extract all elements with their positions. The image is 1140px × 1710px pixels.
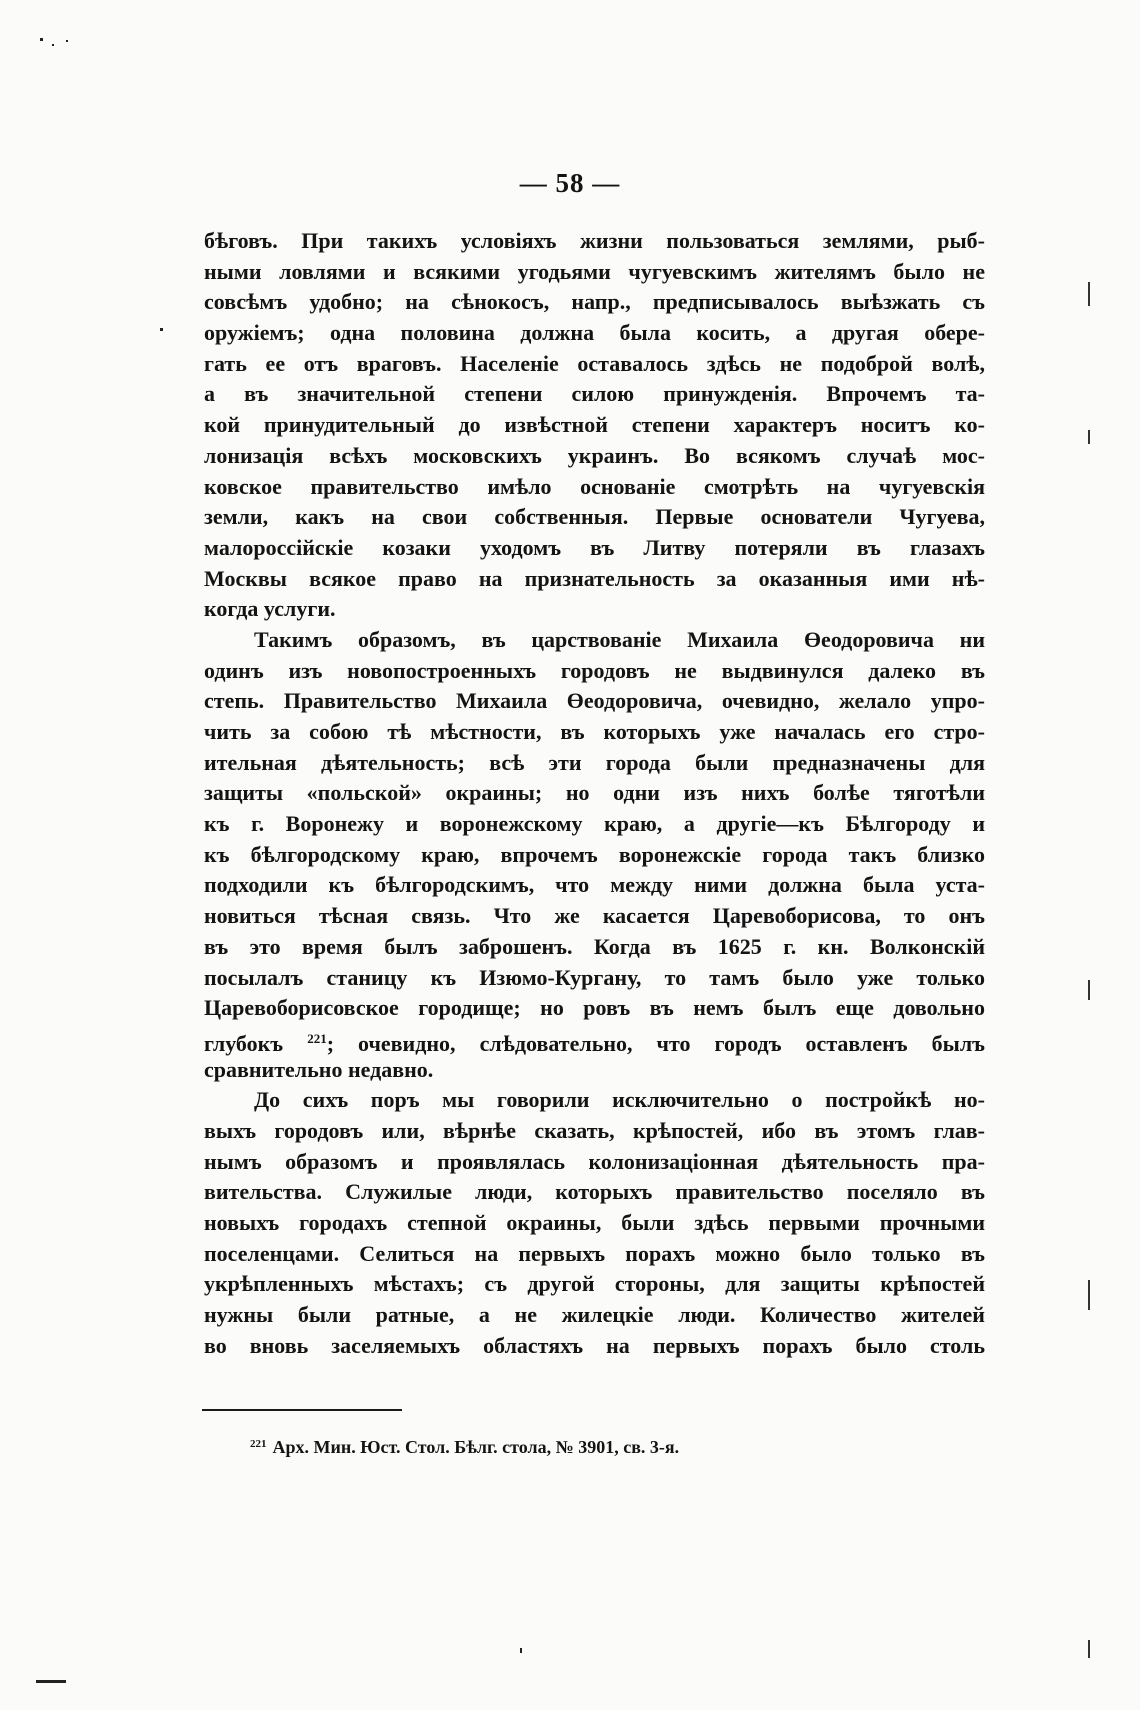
margin-mark (1088, 1640, 1090, 1658)
scan-speck (160, 328, 163, 331)
scan-speck (40, 38, 43, 41)
margin-mark (1088, 430, 1090, 444)
text-fragment: ; очевидно, слѣдовательно, что городъ оставленъ былъ (326, 1030, 985, 1056)
text-line: ными ловлями и всякими угодьями чугуевскимъ жителямъ было не (204, 258, 985, 284)
text-line: одинъ изъ новопостроенныхъ городовъ не выдвинулся далеко въ (204, 657, 985, 683)
text-line: нужны были ратные, а не жилецкіе люди. Количество жителей (204, 1302, 985, 1328)
text-line: оружіемъ; одна половина должна была косить, а другая обере- (204, 320, 985, 346)
text-line: а въ значительной степени силою принужденія. Впрочемъ та- (204, 381, 985, 407)
margin-mark (1088, 282, 1090, 306)
text-line: Такимъ образомъ, въ царствованіе Михаила Өеодоровича ни (254, 626, 985, 652)
text-line: нымъ образомъ и проявлялась колонизаціонная дѣятельность пра- (204, 1148, 985, 1174)
text-line: Царевоборисовское городище; но ровъ въ немъ былъ еще довольно (204, 995, 985, 1021)
text-line: къ г. Воронежу и воронежскому краю, а другіе—къ Бѣлгороду и (204, 811, 985, 837)
text-line: малороссійскіе козаки уходомъ въ Литву потеряли въ глазахъ (204, 534, 985, 560)
scan-speck (520, 1648, 522, 1653)
text-line: сравнительно недавно. (204, 1056, 434, 1082)
text-line: До сихъ поръ мы говорили исключительно о постройкѣ но- (254, 1087, 985, 1113)
footnote (250, 1437, 679, 1458)
text-line: Москвы всякое право на признательность за оказанныя ими нѣ- (204, 565, 985, 591)
footnote-number: 221 (250, 1438, 267, 1450)
text-line: чить за собою тѣ мѣстности, въ которыхъ уже началась его стро- (204, 719, 985, 744)
footnote-reference: 221 (307, 1030, 327, 1046)
text-line: новиться тѣсная связь. Что же касается Царевоборисова, то онъ (204, 903, 985, 929)
text-line: посылалъ станицу къ Изюмо-Кургану, то тамъ было уже только (204, 964, 985, 990)
text-line: подходили къ бѣлгородскимъ, что между ними должна была уста- (204, 872, 985, 898)
footnote-divider (202, 1409, 402, 1411)
text-line: когда услуги. (204, 596, 336, 622)
text-line: защиты «польской» окраины; но одни изъ нихъ болѣе тяготѣли (204, 780, 985, 806)
text-line: земли, какъ на свои собственныя. Первые основатели Чугуева, (204, 504, 985, 530)
text-fragment: глубокъ (204, 1030, 284, 1056)
footnote-text: Арх. Мин. Юст. Стол. Бѣлг. стола, № 3901, св. 3-я. (272, 1437, 680, 1457)
page-number: — 58 — (519, 168, 621, 198)
text-line: лонизація всѣхъ московскихъ украинъ. Во всякомъ случаѣ мос- (204, 442, 985, 468)
text-line: ительная дѣятельность; всѣ эти города были предназначены для (204, 749, 985, 775)
text-line: укрѣпленныхъ мѣстахъ; съ другой стороны, для защиты крѣпостей (204, 1271, 985, 1297)
text-line: выхъ городовъ или, вѣрнѣе сказать, крѣпостей, ибо въ этомъ глав- (204, 1117, 985, 1143)
text-line: во вновь заселяемыхъ областяхъ на первыхъ порахъ было столь (204, 1332, 985, 1358)
text-line: поселенцами. Селиться на первыхъ порахъ можно было только въ (204, 1240, 985, 1266)
text-line: степь. Правительство Михаила Өеодоровича, очевидно, желало упро- (204, 688, 985, 714)
text-line: гать ее отъ враговъ. Населеніе оставалось здѣсь не подоброй волѣ, (204, 350, 985, 376)
scan-speck (52, 44, 54, 46)
scan-speck (66, 40, 68, 42)
text-line: кой принудительный до извѣстной степени характеръ носитъ ко- (204, 412, 985, 438)
text-line: въ это время былъ заброшенъ. Когда въ 1625 г. кн. Волконскій (204, 933, 985, 959)
text-line: новыхъ городахъ степной окраины, были здѣсь первыми прочными (204, 1210, 985, 1235)
text-line: совсѣмъ удобно; на сѣнокосъ, напр., предписывалось выѣзжать съ (204, 289, 985, 315)
scan-speck (36, 1680, 66, 1683)
margin-mark (1088, 1280, 1090, 1310)
text-line: ковское правительство имѣло основаніе смотрѣть на чугуевскія (204, 473, 985, 499)
body-text (204, 226, 985, 1361)
text-line-with-footnote-ref (204, 1024, 985, 1055)
text-line: бѣговъ. При такихъ условіяхъ жизни пользоваться землями, рыб- (204, 228, 985, 253)
margin-mark (1088, 980, 1090, 1000)
text-line: къ бѣлгородскому краю, впрочемъ воронежскіе города такъ близко (204, 841, 985, 867)
text-line: вительства. Служилые люди, которыхъ правительство поселяло въ (204, 1179, 985, 1205)
